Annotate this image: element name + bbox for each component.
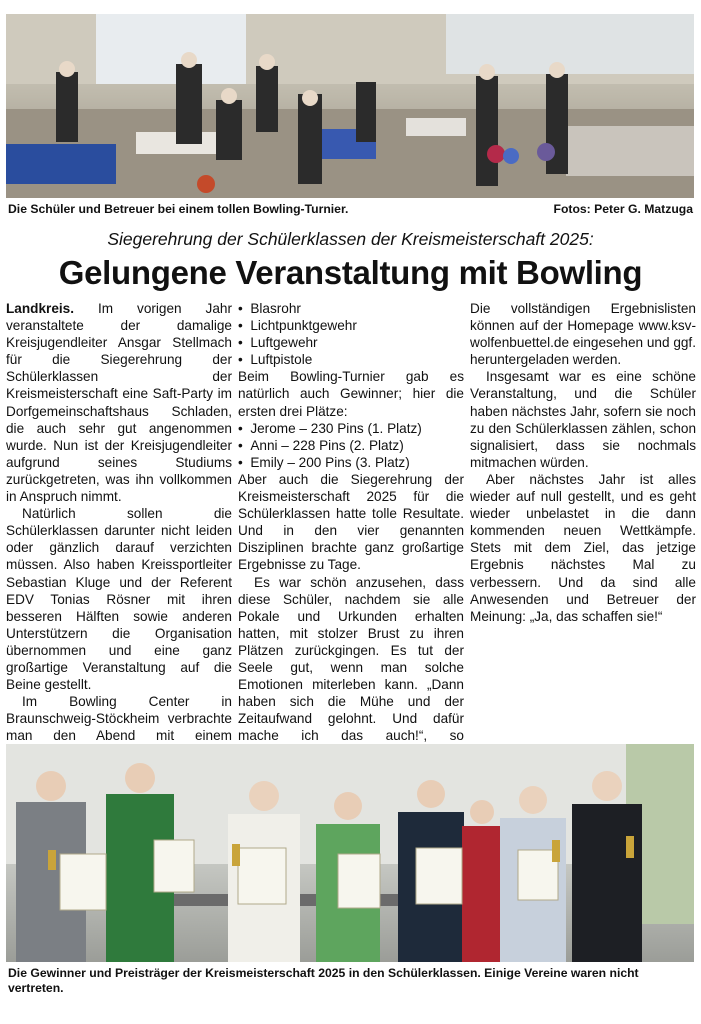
top-photo-caption: Die Schüler und Betreuer bei einem tollen Bowling-Turnier.: [8, 202, 349, 216]
paragraph-7: Die vollständigen Ergebnislisten können auf der Homepage www.ksv-wolfenbuettel.de eingesehen und ggf. heruntergeladen werden.: [470, 301, 696, 368]
winners-list: [238, 420, 464, 471]
paragraph-8: Insgesamt war es eine schöne Veranstaltung, und die Schüler haben nächstes Jahr, sofern sie noch zu den Schülerklassen zählen, schon signalisiert, dass sie nochmals mitmachen würden.: [470, 369, 696, 470]
paragraph-3: Im Bowling Center in Braunschweig-Stöckheim verbrachte man den Abend mit einem: [6, 694, 232, 744]
article-headline: Gelungene Veranstaltung mit Bowling: [58, 254, 643, 291]
paragraph-6: Es war schön anzusehen, dass diese Schüler, nachdem sie alle Pokale und Urkunden erhalten hatten, mit stolzer Brust zu ihren Plätzen zurückgingen. Es tut der Seele gut, wenn man solche Emotionen miterleben kann. „Dann haben sich die Mühe und der Zeitaufwand gelohnt. Und dafür mache ich das auch!“, so: [238, 574, 464, 744]
list-item: • Emily – 200 Pins (3. Platz): [238, 454, 464, 471]
bottom-photo-caption: Die Gewinner und Preisträger der Kreismeisterschaft 2025 in den Schülerklassen. Einige Vereine waren nicht vertreten.: [8, 966, 639, 995]
article-column-3: [470, 300, 696, 625]
bowling-scene-illustration: [6, 14, 694, 198]
list-item: • Blasrohr: [238, 300, 464, 317]
photo-credit: Fotos: Peter G. Matzuga: [553, 202, 693, 216]
paragraph-5: Aber auch die Siegerehrung der Kreismeisterschaft 2025 für die Schülerklassen hatte tolle Resultate. Und in den vier genannten Disziplinen brachte ganz großartige Ergebnisse zu Tage.: [238, 471, 464, 573]
winners-group-illustration: [6, 744, 694, 962]
article-column-2: [238, 300, 464, 762]
paragraph-9: Aber nächstes Jahr ist alles wieder auf null gestellt, und es geht wieder unbelastet in die dann kommenden neuen Wettkämpfe. Stets mit dem Ziel, das jetzige Ergebnis nächstes Mal zu verbessern. Und da sind alle Anwesenden und Betreuer der Meinung: „Ja, das schaffen sie!“: [470, 471, 696, 624]
disciplines-list: [238, 300, 464, 368]
list-item: • Luftpistole: [238, 351, 464, 368]
dateline: Landkreis.: [6, 301, 74, 316]
list-item: • Anni – 228 Pins (2. Platz): [238, 437, 464, 454]
paragraph-2: Natürlich sollen die Schülerklassen darunter nicht leiden oder gänzlich darauf verzichten müssen. Also haben Kreissportleiter Sebastian Kluge und der Referent EDV Tonias Rösner mit ihren besseren Hälften sowie anderen Unterstützern die Organisation übernommen und eine ganz großartige Veranstaltung auf die Beine gestellt.: [6, 506, 232, 693]
list-item: • Lichtpunktgewehr: [238, 317, 464, 334]
list-item: • Jerome – 230 Pins (1. Platz): [238, 420, 464, 437]
bowling-photo: [6, 14, 694, 198]
winners-photo: [6, 744, 694, 962]
paragraph-1: Im vorigen Jahr veranstaltete der damalige Kreisjugendleiter Ansgar Stellmach für die Siegerehrung der Schülerklassen der Kreismeisterschaft eine Saft-Party im Dorfgemeinschaftshaus Schladen, die auch sehr gut angenommen wurde. Nun ist der Kreisjugendleiter aufgrund seines Studiums zurückgetreten, was ihn vollkommen in Anspruch nimmt.: [6, 301, 233, 505]
article-subtitle: Siegerehrung der Schülerklassen der Kreismeisterschaft 2025:: [107, 229, 594, 249]
list-item: • Luftgewehr: [238, 334, 464, 351]
paragraph-4: Beim Bowling-Turnier gab es natürlich auch Gewinner; hier die ersten drei Plätze:: [238, 369, 464, 419]
